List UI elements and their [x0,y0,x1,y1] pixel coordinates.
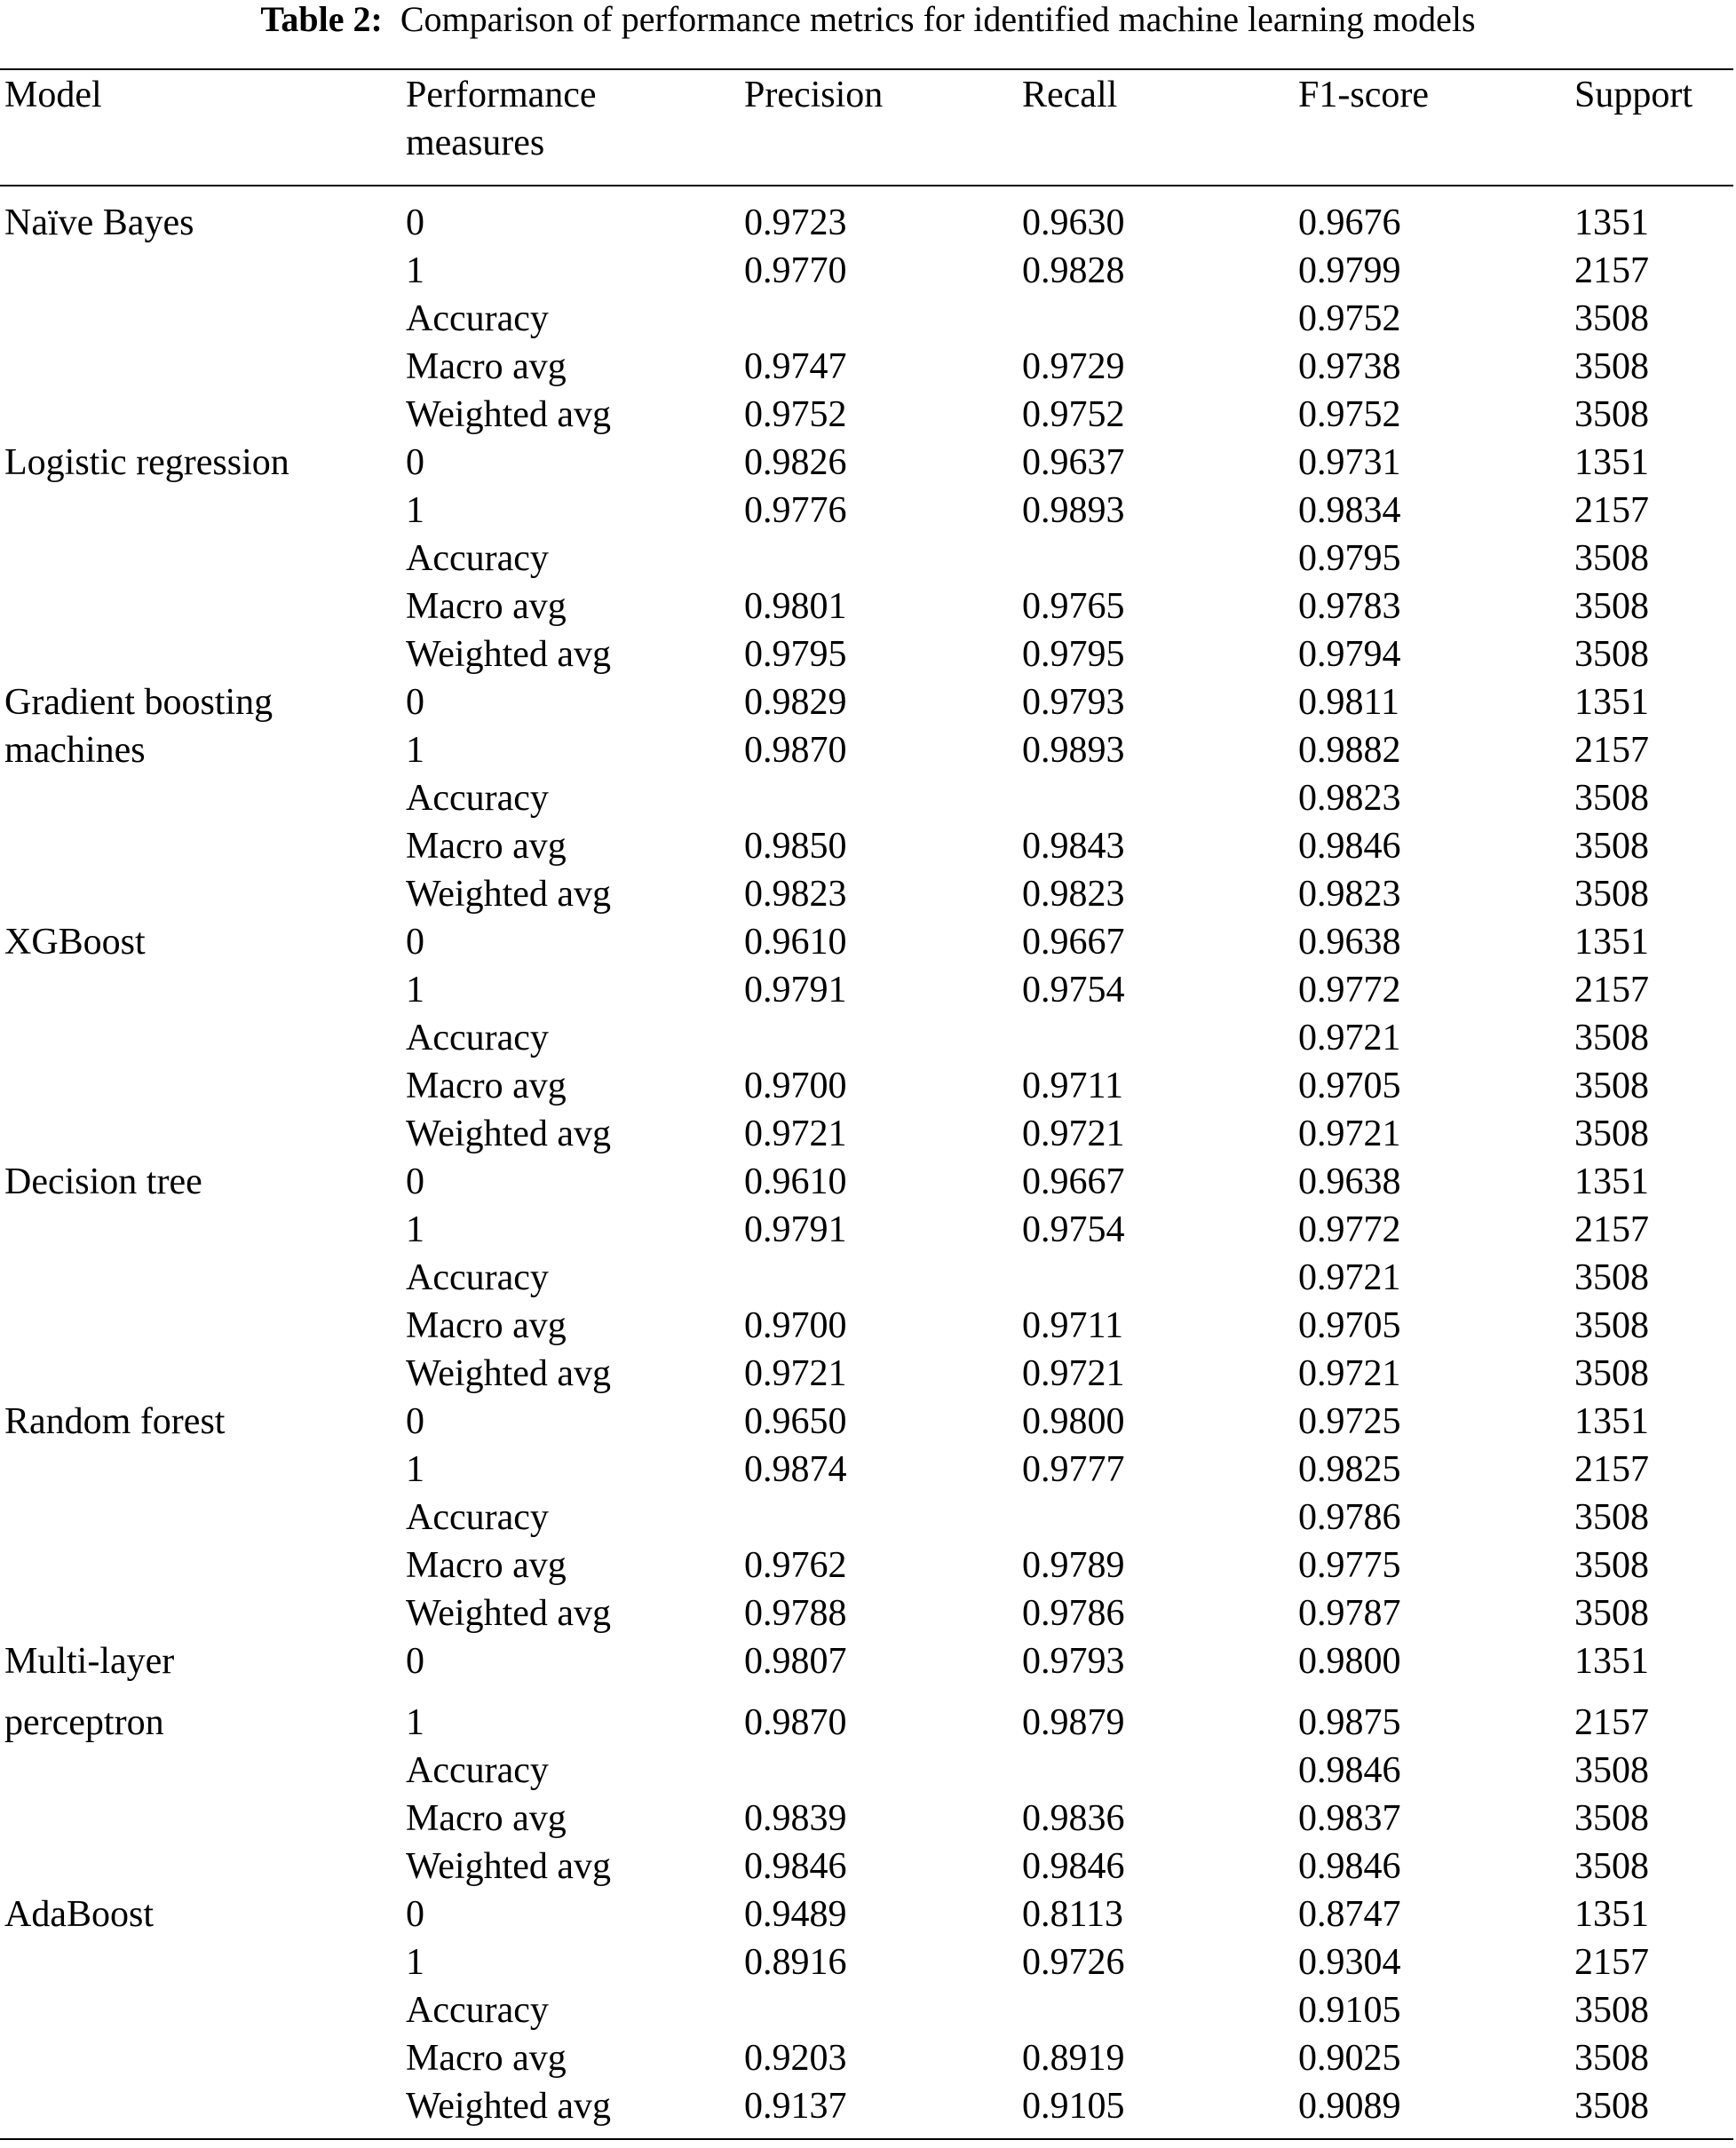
support-cell: 3508 [1574,346,1649,387]
header-precision: Precision [744,75,884,115]
recall-cell: 0.9800 [1022,1401,1125,1442]
f1-score-cell: 0.9811 [1298,682,1399,723]
recall-cell: 0.9726 [1022,1942,1125,1983]
precision-cell: 0.9807 [744,1641,847,1682]
f1-score-cell: 0.9834 [1298,490,1401,531]
precision-cell: 0.9829 [744,682,847,723]
support-cell: 3508 [1574,1497,1649,1538]
support-cell: 3508 [1574,1018,1649,1058]
f1-score-cell: 0.9105 [1298,1990,1401,2031]
recall-cell: 0.9789 [1022,1545,1125,1586]
f1-score-cell: 0.9089 [1298,2086,1401,2127]
support-cell: 1351 [1574,1161,1649,1202]
measure-cell: Macro avg [406,346,567,387]
table-caption-text: Comparison of performance metrics for identified machine learning models [400,0,1476,39]
support-cell: 3508 [1574,1257,1649,1298]
f1-score-cell: 0.9837 [1298,1798,1401,1839]
measure-cell: Accuracy [406,1990,549,2031]
support-cell: 1351 [1574,1894,1649,1935]
support-cell: 3508 [1574,1750,1649,1791]
support-cell: 3508 [1574,298,1649,339]
recall-cell: 0.9711 [1022,1305,1123,1346]
measure-cell: 0 [406,1401,424,1442]
support-cell: 3508 [1574,394,1649,435]
measure-cell: 0 [406,1641,424,1682]
f1-score-cell: 0.9882 [1298,730,1401,771]
precision-cell: 0.9700 [744,1305,847,1346]
recall-cell: 0.8113 [1022,1894,1123,1935]
support-cell: 3508 [1574,1114,1649,1154]
model-name: Logistic regression [4,442,289,483]
support-cell: 3508 [1574,538,1649,579]
support-cell: 3508 [1574,874,1649,915]
measure-cell: Macro avg [406,826,567,867]
precision-cell: 0.9791 [744,1209,847,1250]
f1-score-cell: 0.9783 [1298,586,1401,627]
f1-score-cell: 0.9825 [1298,1449,1401,1490]
f1-score-cell: 0.9725 [1298,1401,1401,1442]
precision-cell: 0.9721 [744,1353,847,1394]
model-name: AdaBoost [4,1894,154,1935]
f1-score-cell: 0.9823 [1298,874,1401,915]
support-cell: 3508 [1574,1846,1649,1887]
precision-cell: 0.9762 [744,1545,847,1586]
precision-cell: 0.9723 [744,202,847,243]
precision-cell: 0.9795 [744,634,847,675]
support-cell: 3508 [1574,778,1649,819]
table-caption-label: Table 2: [260,0,383,39]
measure-cell: Macro avg [406,1545,567,1586]
f1-score-cell: 0.9705 [1298,1066,1401,1106]
recall-cell: 0.9721 [1022,1353,1125,1394]
recall-cell: 0.9777 [1022,1449,1125,1490]
header-model: Model [4,75,102,115]
precision-cell: 0.8916 [744,1942,847,1983]
measure-cell: Weighted avg [406,1353,612,1394]
recall-cell: 0.9836 [1022,1798,1125,1839]
precision-cell: 0.9203 [744,2038,847,2079]
f1-score-cell: 0.9800 [1298,1641,1401,1682]
measure-cell: Weighted avg [406,2086,612,2127]
support-cell: 3508 [1574,1305,1649,1346]
precision-cell: 0.9874 [744,1449,847,1490]
support-cell: 2157 [1574,1702,1649,1743]
recall-cell: 0.9667 [1022,1161,1125,1202]
f1-score-cell: 0.9304 [1298,1942,1401,1983]
recall-cell: 0.9711 [1022,1066,1123,1106]
support-cell: 3508 [1574,1066,1649,1106]
recall-cell: 0.9879 [1022,1702,1125,1743]
measure-cell: Accuracy [406,778,549,819]
precision-cell: 0.9846 [744,1846,847,1887]
header-recall: Recall [1022,75,1118,115]
measure-cell: 1 [406,1449,424,1490]
model-name: Naïve Bayes [4,202,194,243]
precision-cell: 0.9801 [744,586,847,627]
precision-cell: 0.9610 [744,922,847,963]
measure-cell: 0 [406,922,424,963]
measure-cell: 1 [406,730,424,771]
recall-cell: 0.9667 [1022,922,1125,963]
support-cell: 2157 [1574,970,1649,1011]
recall-cell: 0.9105 [1022,2086,1125,2127]
recall-cell: 0.9786 [1022,1593,1125,1634]
support-cell: 3508 [1574,634,1649,675]
precision-cell: 0.9870 [744,1702,847,1743]
recall-cell: 0.9795 [1022,634,1125,675]
measure-cell: Weighted avg [406,1846,612,1887]
f1-score-cell: 0.9721 [1298,1018,1401,1058]
header-support: Support [1574,75,1693,115]
f1-score-cell: 0.9794 [1298,634,1401,675]
f1-score-cell: 0.9738 [1298,346,1401,387]
recall-cell: 0.9729 [1022,346,1125,387]
measure-cell: Weighted avg [406,634,612,675]
measure-cell: 1 [406,490,424,531]
recall-cell: 0.9893 [1022,490,1125,531]
header-f1-score: F1-score [1298,75,1429,115]
support-cell: 3508 [1574,1545,1649,1586]
f1-score-cell: 0.9638 [1298,1161,1401,1202]
f1-score-cell: 0.9705 [1298,1305,1401,1346]
recall-cell: 0.9754 [1022,1209,1125,1250]
recall-cell: 0.9893 [1022,730,1125,771]
precision-cell: 0.9752 [744,394,847,435]
f1-score-cell: 0.9752 [1298,298,1401,339]
support-cell: 3508 [1574,1798,1649,1839]
recall-cell: 0.9754 [1022,970,1125,1011]
support-cell: 3508 [1574,1990,1649,2031]
measure-cell: 0 [406,682,424,723]
support-cell: 2157 [1574,1449,1649,1490]
f1-score-cell: 0.9721 [1298,1257,1401,1298]
measure-cell: Accuracy [406,1497,549,1538]
precision-cell: 0.9137 [744,2086,847,2127]
measure-cell: Weighted avg [406,874,612,915]
f1-score-cell: 0.9676 [1298,202,1401,243]
measure-cell: Accuracy [406,298,549,339]
f1-score-cell: 0.9795 [1298,538,1401,579]
measure-cell: 1 [406,1209,424,1250]
f1-score-cell: 0.9772 [1298,970,1401,1011]
precision-cell: 0.9610 [744,1161,847,1202]
measure-cell: Accuracy [406,1018,549,1058]
support-cell: 2157 [1574,1942,1649,1983]
precision-cell: 0.9850 [744,826,847,867]
recall-cell: 0.9843 [1022,826,1125,867]
recall-cell: 0.8919 [1022,2038,1125,2079]
precision-cell: 0.9721 [744,1114,847,1154]
f1-score-cell: 0.9787 [1298,1593,1401,1634]
recall-cell: 0.9752 [1022,394,1125,435]
model-name: machines [4,730,146,771]
f1-score-cell: 0.9721 [1298,1353,1401,1394]
model-name: Gradient boosting [4,682,273,723]
support-cell: 1351 [1574,922,1649,963]
measure-cell: Accuracy [406,538,549,579]
f1-score-cell: 0.8747 [1298,1894,1401,1935]
measure-cell: Macro avg [406,586,567,627]
recall-cell: 0.9721 [1022,1114,1125,1154]
f1-score-cell: 0.9846 [1298,1846,1401,1887]
measure-cell: Weighted avg [406,394,612,435]
precision-cell: 0.9489 [744,1894,847,1935]
precision-cell: 0.9839 [744,1798,847,1839]
f1-score-cell: 0.9772 [1298,1209,1401,1250]
support-cell: 2157 [1574,730,1649,771]
measure-cell: Macro avg [406,1798,567,1839]
support-cell: 2157 [1574,1209,1649,1250]
recall-cell: 0.9637 [1022,442,1125,483]
support-cell: 3508 [1574,2086,1649,2127]
measure-cell: 0 [406,1161,424,1202]
measure-cell: Accuracy [406,1257,549,1298]
header-performance-measures-line2: measures [406,123,545,163]
recall-cell: 0.9793 [1022,1641,1125,1682]
recall-cell: 0.9630 [1022,202,1125,243]
f1-score-cell: 0.9721 [1298,1114,1401,1154]
support-cell: 1351 [1574,682,1649,723]
support-cell: 3508 [1574,586,1649,627]
support-cell: 1351 [1574,1641,1649,1682]
recall-cell: 0.9793 [1022,682,1125,723]
support-cell: 1351 [1574,1401,1649,1442]
bottom-rule [0,2138,1733,2140]
measure-cell: 1 [406,970,424,1011]
model-name: Random forest [4,1401,226,1442]
f1-score-cell: 0.9638 [1298,922,1401,963]
measure-cell: Accuracy [406,1750,549,1791]
header-performance-measures-line1: Performance [406,75,597,115]
f1-score-cell: 0.9846 [1298,1750,1401,1791]
f1-score-cell: 0.9823 [1298,778,1401,819]
measure-cell: Macro avg [406,2038,567,2079]
precision-cell: 0.9826 [744,442,847,483]
precision-cell: 0.9870 [744,730,847,771]
support-cell: 1351 [1574,442,1649,483]
support-cell: 1351 [1574,202,1649,243]
precision-cell: 0.9700 [744,1066,847,1106]
f1-score-cell: 0.9875 [1298,1702,1401,1743]
precision-cell: 0.9747 [744,346,847,387]
model-name: perceptron [4,1702,164,1743]
measure-cell: 1 [406,1702,424,1743]
f1-score-cell: 0.9752 [1298,394,1401,435]
support-cell: 3508 [1574,826,1649,867]
measure-cell: Weighted avg [406,1593,612,1634]
f1-score-cell: 0.9025 [1298,2038,1401,2079]
f1-score-cell: 0.9846 [1298,826,1401,867]
precision-cell: 0.9823 [744,874,847,915]
recall-cell: 0.9823 [1022,874,1125,915]
recall-cell: 0.9828 [1022,250,1125,291]
precision-cell: 0.9791 [744,970,847,1011]
measure-cell: 0 [406,1894,424,1935]
precision-cell: 0.9788 [744,1593,847,1634]
precision-cell: 0.9770 [744,250,847,291]
f1-score-cell: 0.9775 [1298,1545,1401,1586]
precision-cell: 0.9650 [744,1401,847,1442]
measure-cell: Weighted avg [406,1114,612,1154]
support-cell: 2157 [1574,250,1649,291]
recall-cell: 0.9765 [1022,586,1125,627]
recall-cell: 0.9846 [1022,1846,1125,1887]
measure-cell: 0 [406,442,424,483]
support-cell: 3508 [1574,2038,1649,2079]
f1-score-cell: 0.9786 [1298,1497,1401,1538]
model-name: Multi-layer [4,1641,175,1682]
measure-cell: 1 [406,250,424,291]
support-cell: 2157 [1574,490,1649,531]
model-name: XGBoost [4,922,146,963]
precision-cell: 0.9776 [744,490,847,531]
f1-score-cell: 0.9731 [1298,442,1401,483]
measure-cell: 0 [406,202,424,243]
measure-cell: Macro avg [406,1066,567,1106]
model-name: Decision tree [4,1161,202,1202]
measure-cell: 1 [406,1942,424,1983]
support-cell: 3508 [1574,1593,1649,1634]
measure-cell: Macro avg [406,1305,567,1346]
support-cell: 3508 [1574,1353,1649,1394]
f1-score-cell: 0.9799 [1298,250,1401,291]
